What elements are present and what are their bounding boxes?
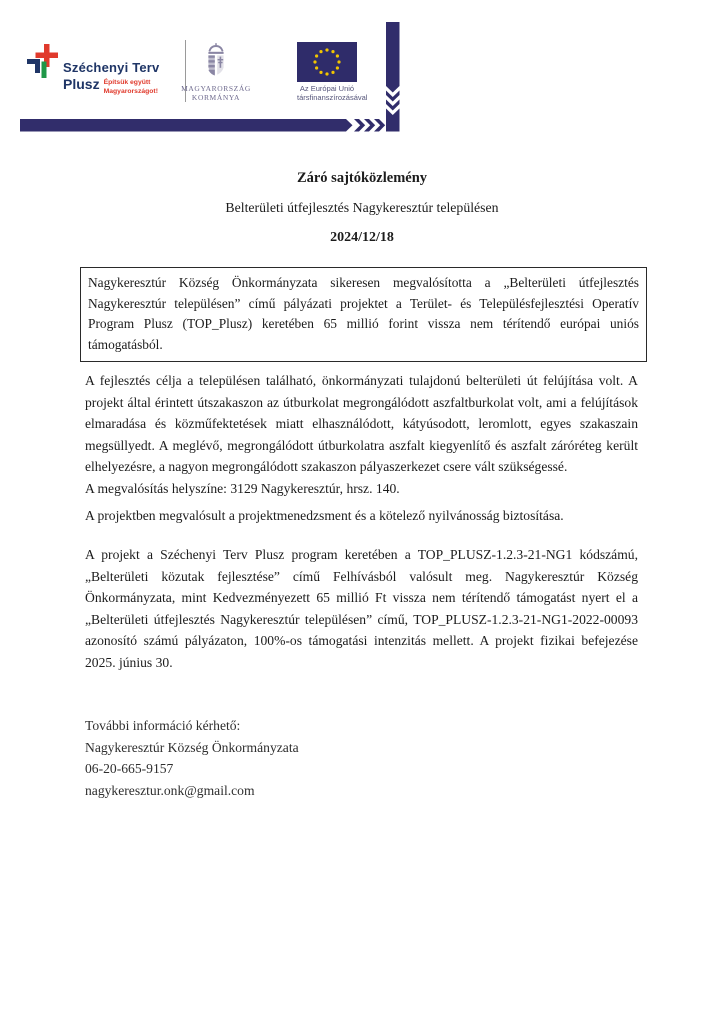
szechenyi-tagline-line1: Építsük együtt — [103, 79, 151, 86]
szechenyi-logo-name-line1: Széchenyi Terv — [63, 60, 160, 75]
body-paragraph-1 — [85, 370, 638, 500]
lead-summary-box — [80, 267, 647, 362]
body-paragraph-1-location: A megvalósítás helyszíne: 3129 Nagykeresztúr, hrsz. 140. — [85, 480, 400, 496]
szechenyi-tagline-line2: Magyarországot! — [103, 87, 158, 95]
contact-organization: Nagykeresztúr Község Önkormányzata — [85, 739, 299, 755]
szechenyi-terv-plusz-logo — [27, 42, 177, 104]
eu-logo-line1: Az Európai Unió — [299, 84, 355, 93]
government-logo-line2: KORMÁNYA — [191, 93, 241, 102]
eu-logo-line2: társfinanszírozásával — [297, 93, 368, 102]
contact-heading: További információ kérhető: — [85, 718, 241, 733]
szechenyi-logo-tagline — [104, 76, 158, 96]
szechenyi-plus-icon — [27, 42, 61, 82]
szechenyi-logo-name-line2: Plusz — [63, 76, 100, 92]
government-logo-line1: MAGYARORSZÁG — [181, 84, 251, 93]
document-date: 2024/12/18 — [330, 230, 394, 245]
contact-phone: 06-20-665-9157 — [85, 761, 174, 777]
eu-logo-text — [297, 84, 368, 102]
szechenyi-logo-text — [63, 60, 183, 96]
document-subtitle: Belterületi útfejlesztés Nagykeresztúr településen — [225, 200, 499, 215]
hungarian-government-logo — [178, 40, 254, 104]
contact-block — [85, 715, 505, 802]
contact-email: nagykeresztur.onk@gmail.com — [85, 783, 255, 799]
document-title: Záró sajtóközlemény — [296, 170, 428, 186]
funding-header — [0, 0, 724, 150]
body-paragraph-1-text: A fejlesztés célja a településen található, önkormányzati tulajdonú belterületi út felújítása volt. A projekt által érintett útszakaszon az útburkolat megrongálódott aszfaltburkolat volt, ami a felújítások elmaradása és közműfektetések miatt elhasználódott, kátyúsodott, leromlott, egyes szakaszain megsüllyedt. A meglévő, megrongálódott útburkolatra aszfalt kiegyenlítő és aszfalt záróréteg került elhelyezésre, a nagyon megrongálódott szakaszon pályaszerkezet csere vált szükségessé. — [85, 373, 638, 475]
government-logo-text — [178, 84, 254, 102]
eu-cofunding-logo — [297, 42, 368, 104]
eu-flag-icon — [297, 42, 357, 82]
body-paragraph-2: A projektben megvalósult a projektmenedzsment és a kötelező nyilvánosság biztosítása. — [85, 508, 564, 523]
body-paragraph-3: A projekt a Széchenyi Terv Plusz program keretében a TOP_PLUSZ-1.2.3-21-NG1 kódszámú, „Belterületi közutak fejlesztése” című Felhívásból valósult meg. Nagykeresztúr Község Önkormányzata, mint Kedvezményezett 65 millió Ft vissza nem térítendő támogatást nyert el a „Belterületi útfejlesztés Nagykeresztúr településen” című, TOP_PLUSZ-1.2.3-21-NG1-2022-00093 azonosító számú pályázaton, 100%-os támogatási intenzitás mellett. A projekt fizikai befejezése 2025. június 30. — [85, 547, 638, 670]
lead-summary-text: Nagykeresztúr Község Önkormányzata sikeresen megvalósította a „Belterületi útfejlesztés Nagykeresztúr településen” című pályázati projektet a Terület- és Településfejlesztési Operatív Program Plusz (TOP_Plusz) keretében 65 millió forint vissza nem térítendő európai uniós támogatásból. — [88, 275, 639, 352]
hungarian-coat-of-arms-icon — [204, 40, 228, 82]
